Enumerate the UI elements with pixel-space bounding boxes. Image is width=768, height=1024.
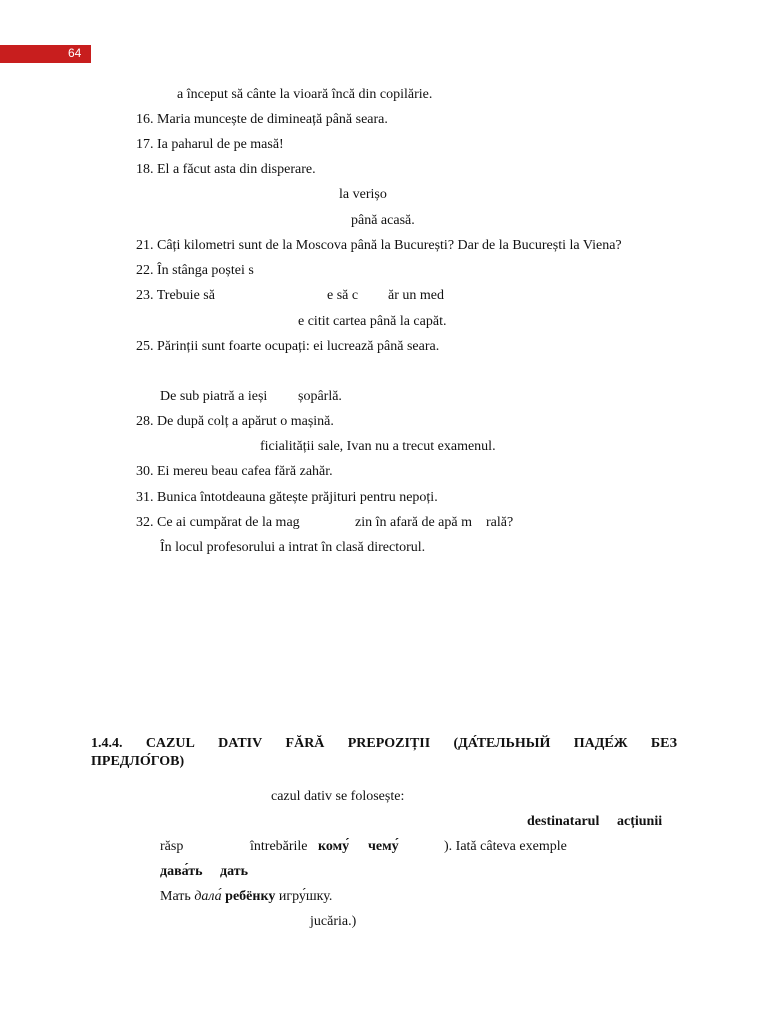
question-word: кому́ bbox=[318, 839, 350, 854]
section-heading-line-1 bbox=[91, 735, 677, 753]
example-dative-word: ребёнку bbox=[225, 889, 276, 904]
heading-word: DATIV bbox=[218, 736, 263, 751]
heading-word: CAZUL bbox=[145, 736, 195, 751]
heading-word: 1.4.4. bbox=[91, 736, 123, 751]
exercise-line-fragment: până acasă. bbox=[351, 213, 415, 228]
section-heading bbox=[91, 735, 677, 771]
body-fragment: răsp bbox=[160, 839, 184, 854]
exercise-line-fragment: la verișo bbox=[339, 187, 387, 202]
heading-word: FĂRĂ bbox=[285, 736, 325, 751]
exercise-line-fragment: e să c bbox=[327, 288, 359, 303]
heading-word: БЕЗ bbox=[650, 736, 677, 751]
heading-word: ПАДЕ́Ж bbox=[573, 736, 628, 751]
verb-example: дава́ть bbox=[160, 864, 203, 879]
exercise-line-fragment: e citit cartea până la capăt. bbox=[298, 314, 447, 329]
exercise-line: 30. Ei mereu beau cafea fără zahăr. bbox=[136, 464, 333, 479]
heading-word: (ДА́ТЕЛЬНЫЙ bbox=[453, 736, 551, 751]
exercise-line: 22. În stânga poștei s bbox=[136, 263, 254, 278]
exercise-line: a început să cânte la vioară încă din copilărie. bbox=[177, 87, 433, 102]
exercise-line: 31. Bunica întotdeauna gătește prăjituri pentru nepoți. bbox=[136, 490, 438, 505]
heading-word: PREPOZIȚII bbox=[347, 736, 431, 751]
exercise-line: 21. Câți kilometri sunt de la Moscova până la București? Dar de la București la Viena? bbox=[136, 238, 622, 253]
bold-phrase: destinatarul bbox=[527, 814, 600, 829]
exercise-line: 18. El a făcut asta din disperare. bbox=[136, 162, 316, 177]
example-word: игру́шку. bbox=[278, 889, 333, 904]
exercise-line: 28. De după colț a apărut o mașină. bbox=[136, 414, 334, 429]
exercise-line: 16. Maria muncește de dimineață până seara. bbox=[136, 112, 388, 127]
exercise-line-fragment: zin în afară de apă m bbox=[355, 515, 472, 530]
page-number: 64 bbox=[68, 46, 82, 60]
exercise-line-fragment: ăr un med bbox=[388, 288, 444, 303]
exercise-line: 23. Trebuie să bbox=[136, 288, 215, 303]
exercise-line-fragment: șopârlă. bbox=[298, 389, 342, 404]
exercise-line: 25. Părinții sunt foarte ocupați: ei lucrează până seara. bbox=[136, 339, 440, 354]
exercise-line-fragment: rală? bbox=[486, 515, 514, 530]
exercise-line: 17. Ia paharul de pe masă! bbox=[136, 137, 284, 152]
exercise-line-fragment: ficialității sale, Ivan nu a trecut examenul. bbox=[260, 439, 496, 454]
bold-phrase: acțiunii bbox=[617, 814, 663, 829]
example-sentence bbox=[160, 888, 332, 906]
verb-example: дать bbox=[220, 864, 248, 879]
exercise-line: 32. Ce ai cumpărat de la mag bbox=[136, 515, 300, 530]
translation-fragment: jucăria.) bbox=[310, 914, 357, 929]
exercise-line: În locul profesorului a intrat în clasă directorul. bbox=[160, 540, 426, 555]
section-heading-line-2: ПРЕДЛО́ГОВ) bbox=[91, 754, 185, 769]
question-word: чему́ bbox=[368, 839, 399, 854]
exercise-line: De sub piatră a ieși bbox=[160, 389, 268, 404]
body-fragment: ). Iată câteva exemple bbox=[444, 839, 567, 854]
section-intro: cazul dativ se folosește: bbox=[271, 789, 405, 804]
example-word: Мать bbox=[160, 889, 191, 904]
body-fragment: întrebările bbox=[250, 839, 308, 854]
example-verb: дала́ bbox=[194, 889, 222, 904]
